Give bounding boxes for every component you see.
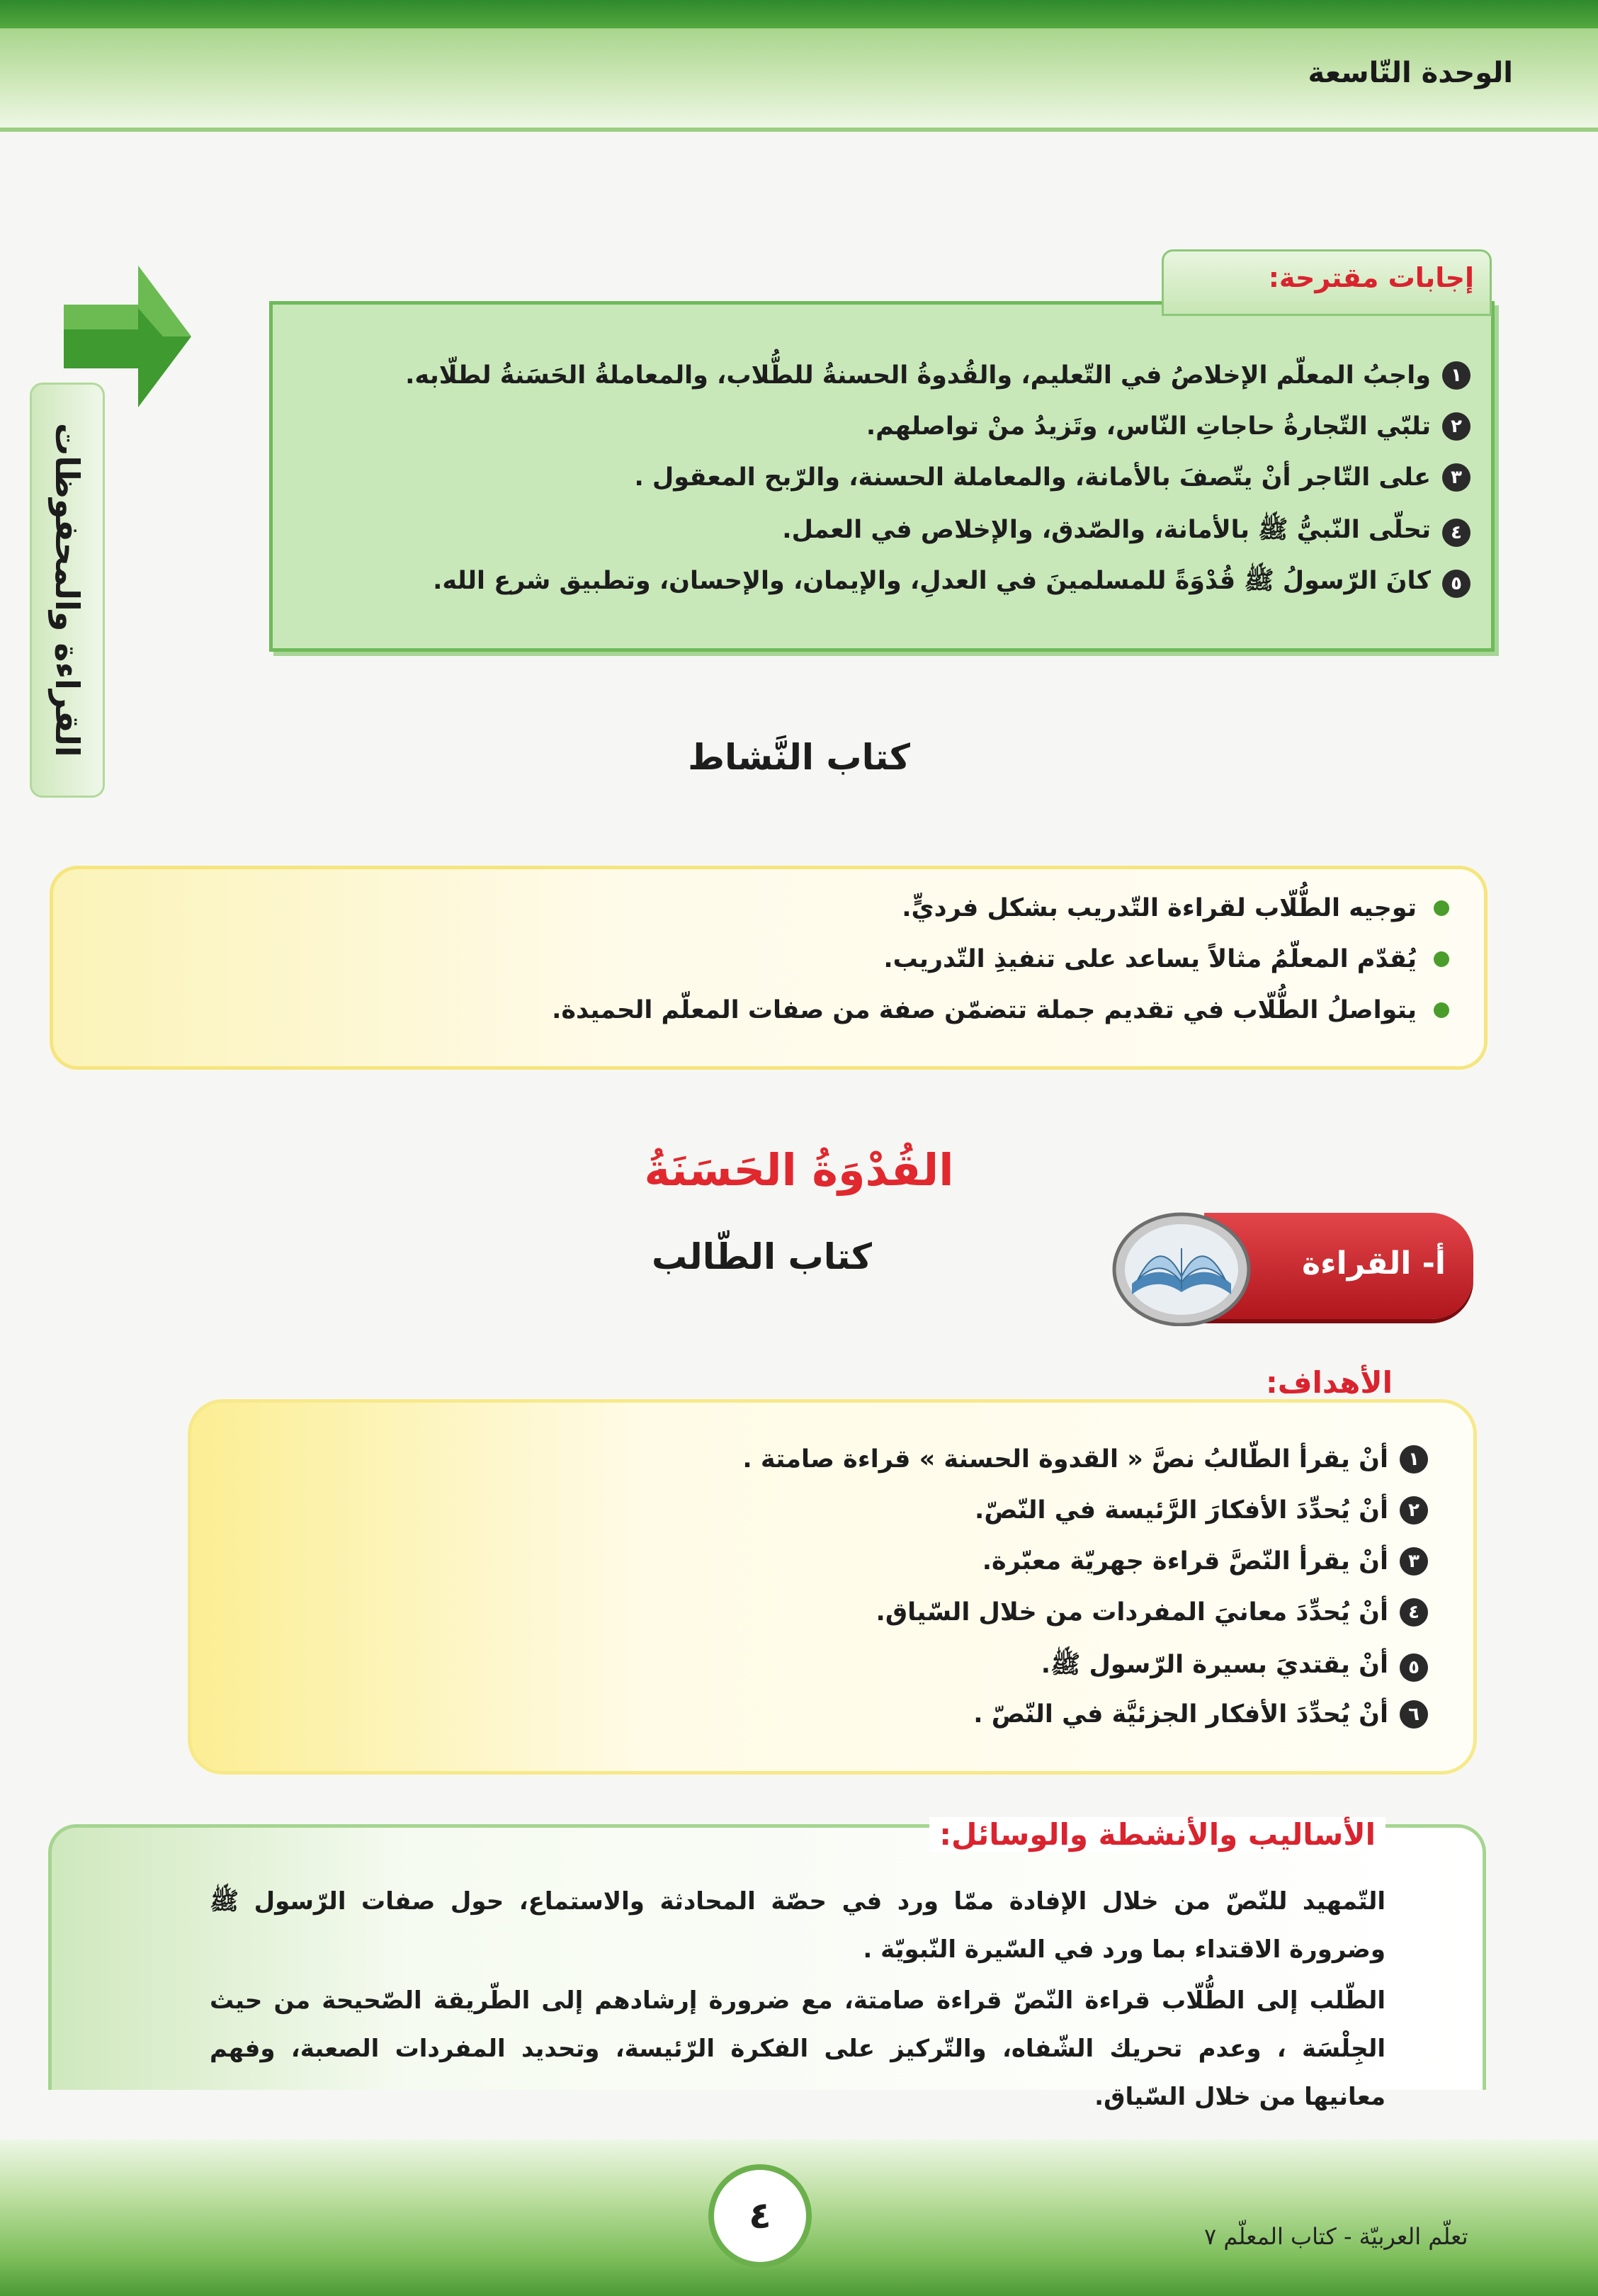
- activity-book-heading: كتاب النَّشاط: [688, 737, 910, 778]
- objective-item: [975, 1496, 1428, 1525]
- answer-text: كانَ الرّسولُ ﷺ قُدْوَةً للمسلمينَ في العدلِ، والإيمان، والإحسان، وتطبيق شرع الله.: [433, 567, 1431, 595]
- header-top-stripe: [0, 0, 1598, 28]
- methods-paragraph: التّمهيد للنّصّ من خلال الإفادة ممّا ورد في حصّة المحادثة والاستماع، حول صفات الرّسول ﷺ وضرورة الاقتداء بما ورد في السّيرة النّبويّة .: [210, 1887, 1386, 1964]
- number-badge: ٣: [1400, 1547, 1428, 1576]
- activity-text: توجيه الطُّلّاب لقراءة التّدريب بشكل فرديٍّ.: [902, 894, 1417, 922]
- student-book-heading: كتاب الطّالب: [652, 1236, 873, 1277]
- methods-title: الأساليب والأنشطة والوسائل:: [929, 1817, 1386, 1852]
- number-badge: ٦: [1400, 1700, 1428, 1729]
- methods-paragraph: الطّلب إلى الطُّلّاب قراءة النّصّ قراءة صامتة، مع ضرورة إرشادهم إلى الطّريقة الصّحيحة من حيث الجِلْسَة ، وعدم تحريك الشّفاه، والتّركيز على الفكرة الرّئيسة، وتحديد المفردات الصعبة، وفهم معانيها من خلال السّياق.: [210, 1986, 1386, 2111]
- objective-item: [982, 1547, 1428, 1576]
- activity-text: يُقدّم المعلّمُ مثالاً يساعد على تنفيذِ التّدريب.: [883, 945, 1417, 973]
- number-badge: ١: [1442, 361, 1470, 390]
- answer-text: على التّاجر أنْ يتّصفَ بالأمانة، والمعاملة الحسنة، والرّبح المعقول .: [634, 463, 1431, 492]
- bullet-icon: [1434, 900, 1449, 916]
- reading-section-label: أ- القراءة: [1302, 1245, 1446, 1282]
- answer-text: تلبّي التّجارةُ حاجاتِ النّاس، وتَزيدُ منْ تواصلهم.: [866, 412, 1431, 441]
- answer-item: [405, 361, 1470, 390]
- objectives-title: الأهداف:: [1265, 1365, 1393, 1400]
- objective-text: أنْ يقرأ النّصَّ قراءة جهريّة معبّرة.: [982, 1547, 1388, 1576]
- answer-item: [634, 463, 1470, 492]
- answer-text: تحلّى النّبيُّ ﷺ بالأمانة، والصّدق، والإخلاص في العمل.: [782, 516, 1431, 544]
- number-badge: ٢: [1442, 412, 1470, 441]
- answer-text: واجبُ المعلّم الإخلاصُ في التّعليم، والقُدوةُ الحسنةُ للطُّلاب، والمعاملةُ الحَسَنةُ لطلّابه.: [405, 361, 1431, 390]
- number-badge: ٤: [1400, 1598, 1428, 1627]
- number-badge: ١: [1400, 1445, 1428, 1474]
- number-badge: ٣: [1442, 463, 1470, 492]
- answer-item: [866, 412, 1470, 441]
- section-side-tab: [30, 383, 105, 798]
- objective-text: أنْ يُحدِّدَ معانيَ المفردات من خلال السّياق.: [876, 1598, 1388, 1627]
- objective-item: [973, 1700, 1428, 1729]
- objective-item: [1041, 1649, 1428, 1685]
- number-badge: ٢: [1400, 1496, 1428, 1525]
- lesson-title: القُدْوَةُ الحَسَنَةُ: [644, 1144, 954, 1196]
- activity-item: [552, 996, 1449, 1024]
- section-side-tab-label: القراءة والمحفوظات: [48, 423, 86, 757]
- objective-text: أنْ يقرأ الطّالبُ نصَّ « القدوة الحسنة » قراءة صامتة .: [742, 1445, 1388, 1474]
- page-number: ٤: [708, 2164, 812, 2268]
- number-badge: ٤: [1442, 519, 1470, 547]
- activity-text: يتواصلُ الطُّلّاب في تقديم جملة تتضمّن صفة من صفات المعلّم الحميدة.: [552, 996, 1417, 1024]
- open-book-icon: [1111, 1206, 1252, 1326]
- bullet-icon: [1434, 951, 1449, 967]
- footer-book-title: تعلّم العربيّة - كتاب المعلّم ٧: [1204, 2223, 1468, 2250]
- objective-text: أنْ يُحدِّدَ الأفكارَ الرَّئيسة في النّصّ.: [975, 1496, 1388, 1525]
- objective-item: [876, 1598, 1428, 1627]
- activity-item: [902, 894, 1449, 922]
- activity-item: [883, 945, 1449, 973]
- objective-text: أنْ يقتديَ بسيرة الرّسول ﷺ.: [1041, 1651, 1388, 1679]
- answer-item: [433, 565, 1470, 601]
- unit-title: الوحدة التّاسعة: [1308, 57, 1513, 89]
- answers-title: إجابات مقترحة:: [1268, 262, 1474, 293]
- number-badge: ٥: [1442, 570, 1470, 598]
- bullet-icon: [1434, 1002, 1449, 1018]
- objective-item: [742, 1445, 1428, 1474]
- answer-item: [782, 514, 1470, 550]
- objective-text: أنْ يُحدِّدَ الأفكار الجزئيَّة في النّصّ .: [973, 1700, 1388, 1729]
- number-badge: ٥: [1400, 1653, 1428, 1682]
